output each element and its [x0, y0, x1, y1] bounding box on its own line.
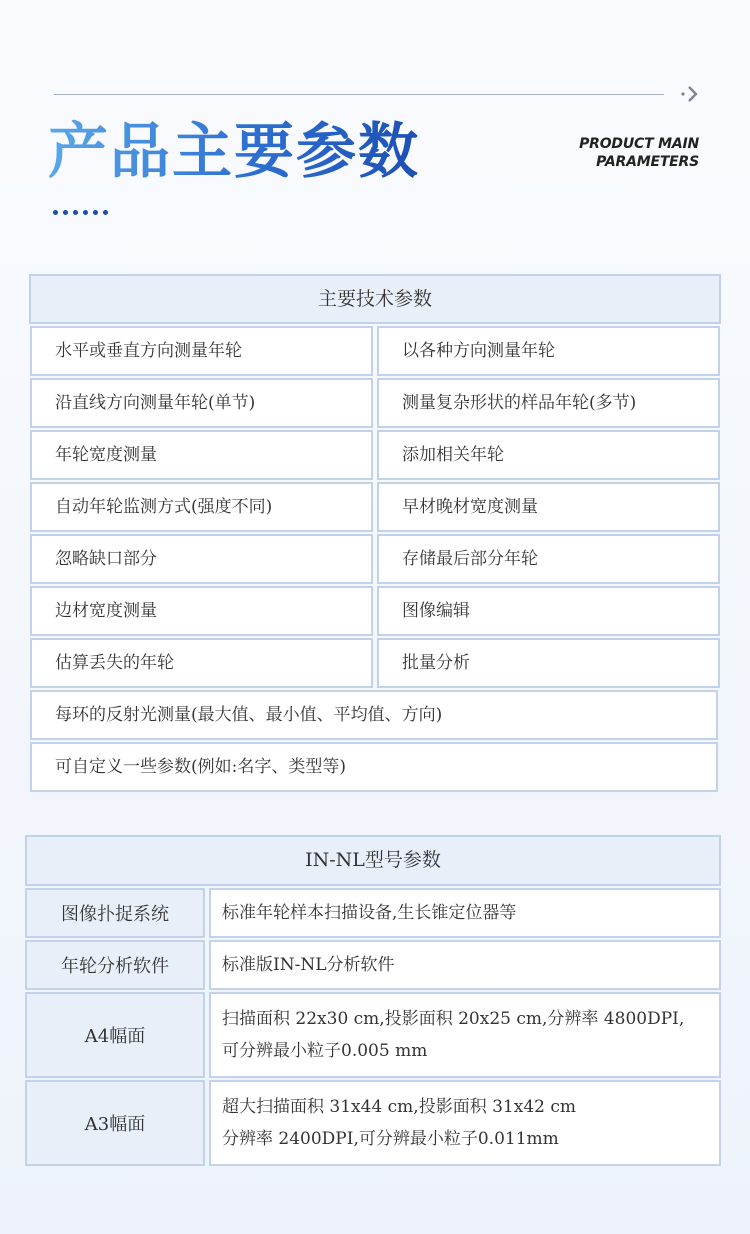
- table-row: [25, 940, 721, 990]
- model-params-table: [25, 835, 721, 1166]
- tech-param-cell: 图像编辑: [377, 586, 720, 636]
- english-subtitle-line2: PARAMETERS: [596, 154, 699, 170]
- tech-param-cell-wide: 每环的反射光测量(最大值、最小值、平均值、方向): [30, 690, 718, 740]
- row-value-line: 超大扫描面积 31x44 cm,投影面积 31x42 cm: [222, 1097, 577, 1117]
- tech-param-cell: 自动年轮监测方式(强度不同): [30, 482, 373, 532]
- tech-param-cell: 测量复杂形状的样品年轮(多节): [377, 378, 720, 428]
- tech-param-cell: 边材宽度测量: [30, 586, 373, 636]
- row-value: [209, 992, 721, 1078]
- row-value-line: 可分辨最小粒子0.005 mm: [222, 1041, 428, 1061]
- tech-param-cell: 水平或垂直方向测量年轮: [30, 326, 373, 376]
- row-value-line: 标准年轮样本扫描设备,生长锥定位器等: [222, 903, 517, 923]
- tech-param-cell: 早材晚材宽度测量: [377, 482, 720, 532]
- tech-param-cell: 存储最后部分年轮: [377, 534, 720, 584]
- tech-params-title: 主要技术参数: [29, 274, 721, 324]
- row-label: 年轮分析软件: [25, 940, 205, 990]
- tech-param-cell: 忽略缺口部分: [30, 534, 373, 584]
- tech-param-cell: 添加相关年轮: [377, 430, 720, 480]
- english-subtitle-line1: PRODUCT MAIN: [579, 136, 699, 152]
- model-params-title: IN-NL型号参数: [25, 835, 721, 886]
- tech-param-cell-wide: 可自定义一些参数(例如:名字、类型等): [30, 742, 718, 792]
- row-value-line: 扫描面积 22x30 cm,投影面积 20x25 cm,分辨率 4800DPI,: [222, 1009, 685, 1029]
- tech-param-cell: 估算丢失的年轮: [30, 638, 373, 688]
- tech-params-table: [29, 274, 721, 792]
- header-divider: [54, 94, 664, 95]
- row-label: 图像扑捉系统: [25, 888, 205, 938]
- row-label: A3幅面: [25, 1080, 205, 1166]
- table-row: [25, 1080, 721, 1166]
- tech-param-cell: 以各种方向测量年轮: [377, 326, 720, 376]
- double-chevron-right-icon: [680, 83, 704, 105]
- english-subtitle: [579, 135, 699, 171]
- decorative-dots: [53, 210, 108, 215]
- page-title: 产品主要参数: [48, 112, 420, 192]
- row-value: [209, 888, 721, 938]
- row-value: [209, 1080, 721, 1166]
- row-label: A4幅面: [25, 992, 205, 1078]
- row-value-line: 分辨率 2400DPI,可分辨最小粒子0.011mm: [222, 1129, 559, 1149]
- tech-param-cell: 沿直线方向测量年轮(单节): [30, 378, 373, 428]
- tech-param-cell: 年轮宽度测量: [30, 430, 373, 480]
- table-row: [25, 888, 721, 938]
- row-value: [209, 940, 721, 990]
- table-row: [25, 992, 721, 1078]
- row-value-line: 标准版IN-NL分析软件: [222, 955, 395, 975]
- tech-param-cell: 批量分析: [377, 638, 720, 688]
